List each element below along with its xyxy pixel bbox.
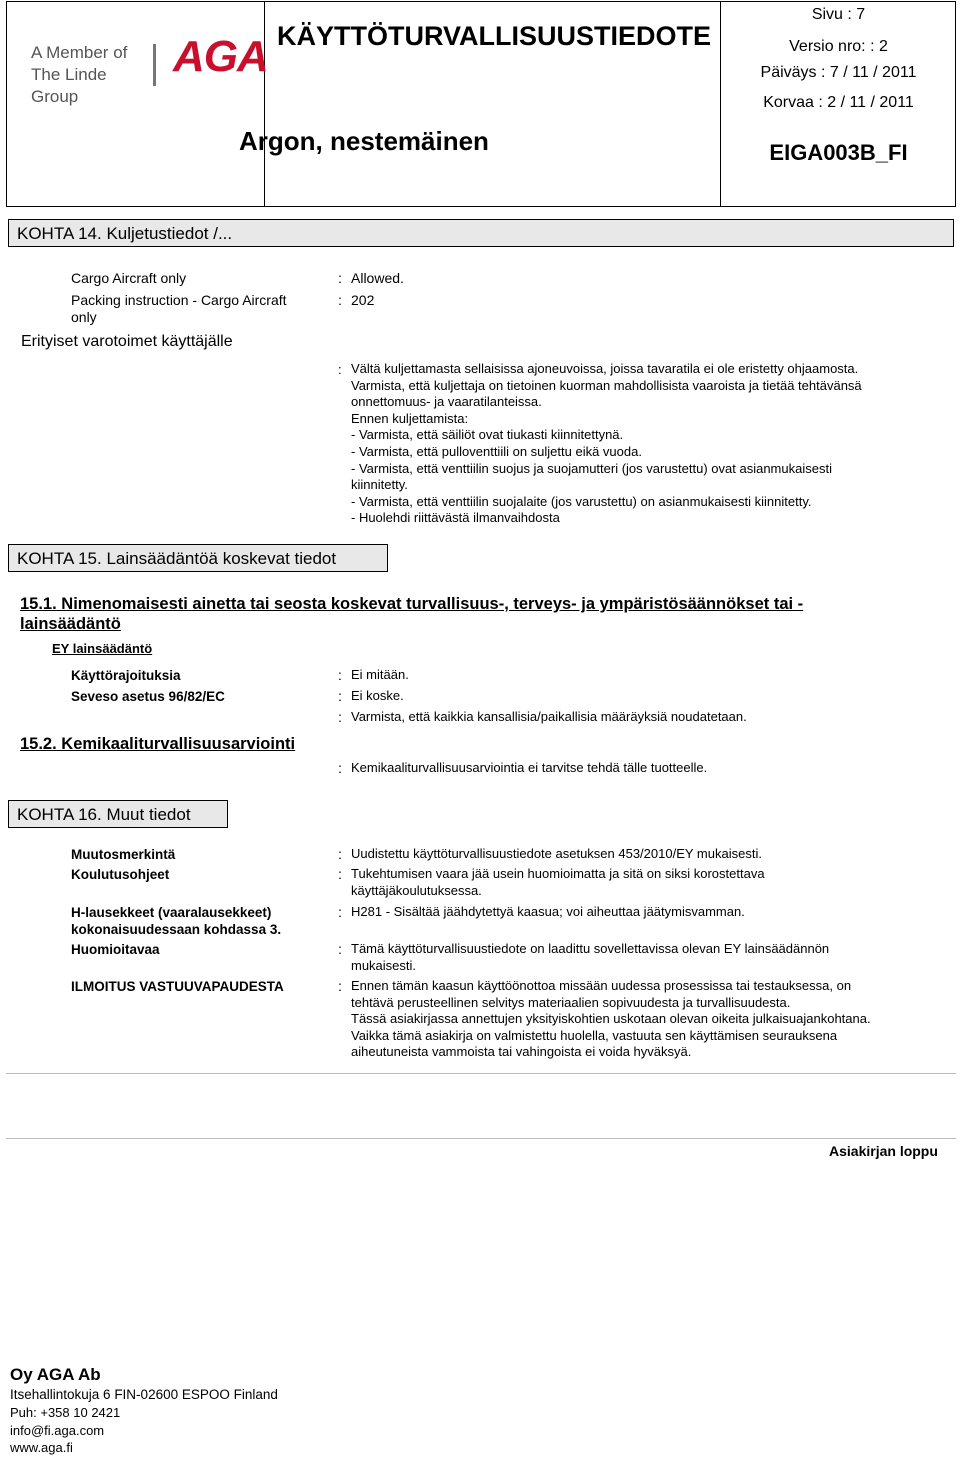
document-code: EIGA003B_FI [769,140,908,165]
company-email: info@fi.aga.com [10,1423,105,1438]
colon: : [338,760,342,776]
h-statements-label [71,904,281,938]
colon: : [338,709,342,725]
text-line: - Varmista, että venttiilin suojalaite (jos varustettu) on asianmukaisesti kiinnitetty. [351,493,812,509]
packing-label-line-2: only [71,309,97,325]
end-of-document-label: Asiakirjan loppu [829,1143,938,1159]
colon: : [338,667,342,683]
company-address: Itsehallintokuja 6 FIN-02600 ESPOO Finland [10,1387,278,1402]
colon: : [338,846,342,862]
colon: : [338,270,342,286]
text-line: Tämä käyttöturvallisuustiedote on laadittu sovellettavissa olevan EY lainsäädännön [351,941,830,956]
colon: : [338,904,342,920]
chemical-safety-value: Kemikaaliturvallisuusarviointia ei tarvitse tehdä tälle tuotteelle. [351,760,708,775]
colon: : [338,941,342,957]
replaces-date: Korvaa : 2 / 11 / 2011 [763,94,914,111]
training-label: Koulutusohjeet [71,867,170,882]
cargo-aircraft-label: Cargo Aircraft only [71,270,187,286]
colon: : [338,866,342,882]
heading-15-1 [20,594,803,634]
text-line: tehtävä perusteellinen selvitys materiaalien sopivuudesta ja turvallisuudesta. [351,994,791,1010]
packing-instruction-value: 202 [351,292,375,308]
note-label: Huomioitavaa [71,942,160,957]
note-value [351,941,941,974]
text-line: mukaisesti. [351,957,417,973]
text-line: Vältä kuljettamasta sellaisissa ajoneuvoissa, joissa tavaratila ei ole eristetty ohjaamosta. [351,361,859,376]
aga-logo: AGA [173,32,268,81]
text-line: kokonaisuudessaan kohdassa 3. [71,922,282,937]
heading-15-1-line-2: lainsäädäntö [20,615,121,633]
section-14-bar: KOHTA 14. Kuljetustiedot /... [8,219,954,247]
company-phone: Puh: +358 10 2421 [10,1405,121,1420]
divider [6,1138,956,1139]
colon: : [338,978,342,994]
heading-15-2: 15.2. Kemikaaliturvallisuusarviointi [20,735,296,753]
section-15-bar: KOHTA 15. Lainsäädäntöä koskevat tiedot [8,544,388,572]
text-line: aiheutuneista vammoista tai vahingoista ei voida hyväksyä. [351,1044,692,1060]
logo-line-2: The Linde Group [31,65,107,106]
packing-label-line-1: Packing instruction - Cargo Aircraft [71,292,287,308]
text-line: Tukehtumisen vaara jää usein huomioimatta ja sitä on siksi korostettava [351,866,765,881]
issue-date: Päiväys : 7 / 11 / 2011 [760,64,917,81]
document-header [6,1,956,207]
colon: : [338,292,342,308]
cargo-aircraft-value: Allowed. [351,270,404,286]
product-name: Argon, nestemäinen [239,126,489,156]
heading-15-1-line-1: 15.1. Nimenomaisesti ainetta tai seosta koskevat turvallisuus-, terveys- ja ympäristösäännökset tai - [20,595,804,613]
section-16-bar: KOHTA 16. Muut tiedot [8,800,228,828]
text-line: onnettomuus- ja vaaratilanteissa. [351,394,542,410]
text-line: - Varmista, että venttiilin suojus ja suojamutteri (jos varustettu) ovat asianmukaisesti [351,460,832,476]
colon: : [338,688,342,704]
special-precautions-label: Erityiset varotoimet käyttäjälle [21,333,233,350]
text-line: Varmista, että kuljettaja on tietoinen kuorman mahdollisista vaaroista ja tietää tehtävänsä [351,377,862,393]
logo-line-1: A Member of [31,43,128,62]
company-website: www.aga.fi [10,1440,73,1455]
document-title: KÄYTTÖTURVALLISUUSTIEDOTE [277,21,712,51]
packing-instruction-label [71,292,287,326]
divider [6,1073,956,1074]
special-precautions-text [351,361,941,527]
colon: : [338,362,342,377]
eu-legislation-label: EY lainsäädäntö [52,641,153,656]
text-line: käyttäjäkoulutuksessa. [351,882,482,898]
seveso-label: Seveso asetus 96/82/EC [71,689,225,704]
text-line: Ennen tämän kaasun käyttöönottoa missään uudessa prosessissa tai testauksessa, on [351,978,852,993]
text-line: H-lausekkeet (vaaralausekkeet) [71,905,272,920]
seveso-value: Ei koske. [351,688,404,703]
text-line: - Huolehdi riittävästä ilmanvaihdosta [351,510,560,526]
h-statements-value: H281 - Sisältää jäähdytettyä kaasua; voi aiheuttaa jäätymisvamman. [351,904,745,919]
company-name: Oy AGA Ab [10,1365,101,1384]
national-regulations-value: Varmista, että kaikkia kansallisia/paikallisia määräyksiä noudatetaan. [351,709,747,724]
logo-tagline [31,42,141,108]
restrictions-value: Ei mitään. [351,667,409,682]
text-line: Tässä asiakirjassa annettujen yksityiskohtien uskotaan olevan oikeita julkaisuajankohtana. [351,1011,871,1027]
text-line: - Varmista, että pulloventtiili on suljettu eikä vuoda. [351,443,642,459]
text-line: kiinnitetty. [351,477,408,493]
disclaimer-label: ILMOITUS VASTUUVAPAUDESTA [71,979,284,994]
restrictions-label: Käyttörajoituksia [71,668,181,683]
text-line: Ennen kuljettamista: [351,410,469,426]
changes-label: Muutosmerkintä [71,847,176,862]
text-line: Vaikka tämä asiakirja on valmistettu huolella, vastuuta sen käyttämisen seurauksena [351,1027,838,1043]
changes-value: Uudistettu käyttöturvallisuustiedote asetuksen 453/2010/EY mukaisesti. [351,846,762,861]
disclaimer-value [351,978,941,1061]
training-value [351,866,941,899]
page-number: Sivu : 7 [811,6,866,23]
logo-separator [153,44,156,86]
version-number: Versio nro: : 2 [789,38,888,55]
text-line: - Varmista, että säiliöt ovat tiukasti kiinnitettynä. [351,427,624,443]
